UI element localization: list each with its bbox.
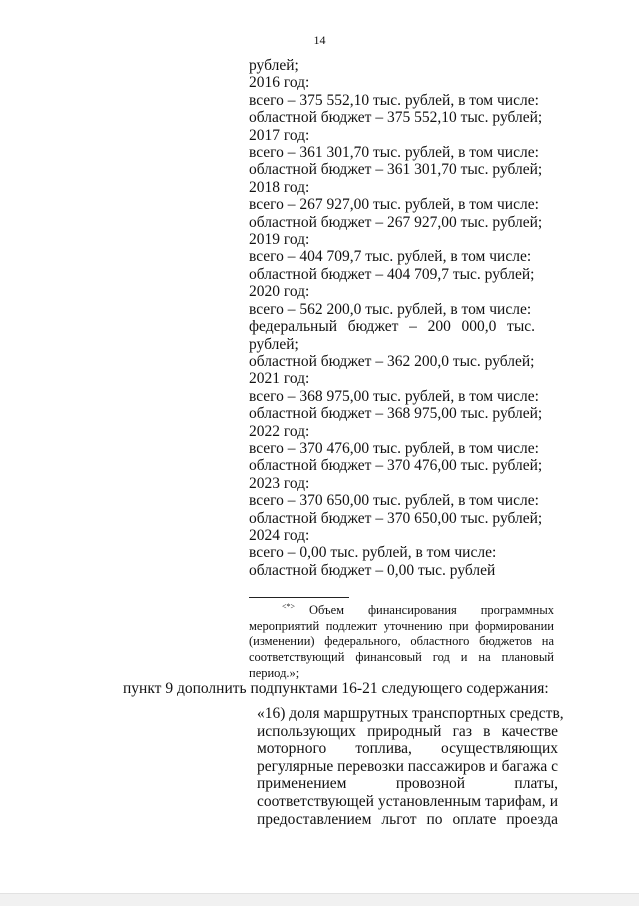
budget-line: всего – 562 200,0 тыс. рублей, в том числе:	[249, 300, 532, 318]
budget-line: областной бюджет – 267 927,00 тыс. рублей;	[249, 213, 543, 231]
budget-line: федеральный бюджет – 200 000,0 тыс.	[249, 318, 535, 336]
budget-line: 2016 год:	[249, 74, 310, 92]
budget-line: областной бюджет – 361 301,70 тыс. рублей;	[249, 161, 543, 179]
subpoint-line: соответствующей установленным тарифам, и	[257, 792, 558, 810]
page-number: 14	[313, 33, 326, 47]
footnote-rule	[249, 597, 349, 598]
budget-line: всего – 370 650,00 тыс. рублей, в том числе:	[249, 492, 539, 510]
budget-line: 2021 год:	[249, 370, 310, 388]
budget-line: областной бюджет – 368 975,00 тыс. рублей;	[249, 405, 543, 423]
amendment-instruction: пункт 9 дополнить подпунктами 16-21 следующего содержания:	[123, 680, 549, 697]
budget-line: областной бюджет – 370 476,00 тыс. рублей;	[249, 457, 543, 475]
budget-line: областной бюджет – 375 552,10 тыс. рублей;	[249, 109, 543, 127]
budget-line: областной бюджет – 404 709,7 тыс. рублей;	[249, 265, 535, 283]
footnote	[249, 599, 554, 681]
subpoint-line: предоставлением льгот по оплате проезда	[257, 810, 558, 828]
budget-line: 2017 год:	[249, 126, 310, 144]
budget-line: 2022 год:	[249, 422, 310, 440]
subpoint-line: «16) доля маршрутных транспортных средств,	[257, 705, 564, 722]
budget-line: всего – 375 552,10 тыс. рублей, в том числе:	[249, 91, 539, 109]
budget-line: областной бюджет – 370 650,00 тыс. рублей;	[249, 509, 543, 527]
subpoint-line: регулярные перевозки пассажиров и багажа с	[257, 757, 558, 775]
subpoint-line: моторного топлива, осуществляющих	[257, 740, 558, 758]
subpoint-line: использующих природный газ в качестве	[257, 722, 558, 740]
budget-line: всего – 404 709,7 тыс. рублей, в том числе:	[249, 248, 532, 266]
budget-line: 2024 год:	[249, 526, 310, 544]
budget-line: 2019 год:	[249, 231, 310, 249]
budget-financing-block	[249, 57, 543, 579]
budget-line: всего – 370 476,00 тыс. рублей, в том числе:	[249, 439, 539, 457]
subpoint-line: применением провозной платы,	[257, 775, 558, 793]
footnote-text: Объем финансирования программных мероприятий подлежит уточнению при формировании (изменении) федерального, областного бюджетов на соответствующий финансовый год и на плановый период.»;	[249, 603, 554, 680]
budget-line: всего – 267 927,00 тыс. рублей, в том числе:	[249, 196, 539, 214]
subpoint-16-block	[257, 705, 564, 828]
budget-line: всего – 361 301,70 тыс. рублей, в том числе:	[249, 144, 539, 162]
budget-line: 2018 год:	[249, 178, 310, 196]
budget-line: рублей;	[249, 57, 299, 74]
budget-line: областной бюджет – 362 200,0 тыс. рублей;	[249, 352, 535, 370]
budget-line: 2023 год:	[249, 474, 310, 492]
footnote-marker: <*>	[282, 602, 296, 611]
scan-bottom-strip	[0, 893, 639, 906]
budget-line: всего – 0,00 тыс. рублей, в том числе:	[249, 544, 497, 562]
budget-line: всего – 368 975,00 тыс. рублей, в том числе:	[249, 387, 539, 405]
budget-line: рублей;	[249, 335, 299, 353]
budget-line: 2020 год:	[249, 283, 310, 301]
budget-line: областной бюджет – 0,00 тыс. рублей	[249, 561, 496, 579]
